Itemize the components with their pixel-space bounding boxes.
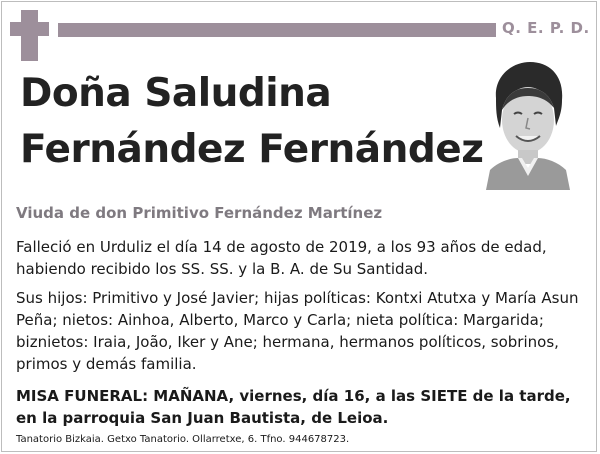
portrait-photo <box>484 58 570 190</box>
funeral-home-contact: Tanatorio Bizkaia. Getxo Tanatorio. Ollarretxe, 6. Tfno. 944678723. <box>16 434 350 445</box>
death-announcement: Falleció en Urduliz el día 14 de agosto de 2019, a los 93 años de edad, habiendo recibido los SS. SS. y la B. A. de Su Santidad. <box>16 238 547 278</box>
widow-subtitle: Viuda de don Primitivo Fernández Martínez <box>16 204 383 222</box>
funeral-mass-notice: MISA FUNERAL: MAÑANA, viernes, día 16, a las SIETE de la tarde, en la parroquia San Juan Bautista, de Leioa. <box>16 387 571 427</box>
deceased-name <box>20 66 483 178</box>
family-list: Sus hijos: Primitivo y José Javier; hijas políticas: Kontxi Atutxa y María Asun Peña; nietos: Ainhoa, Alberto, Marco y Carla; nieta política: Margarida; biznietos: Iraia, João, Iker y Ane; hermana, hermanos políticos, sobrinos, primos y demás familia. <box>16 289 579 373</box>
name-line-1: Doña Saludina <box>20 71 332 116</box>
header-bar <box>58 23 496 37</box>
name-line-2: Fernández Fernández <box>20 127 484 172</box>
qepd-label: Q. E. P. D. <box>502 19 590 37</box>
